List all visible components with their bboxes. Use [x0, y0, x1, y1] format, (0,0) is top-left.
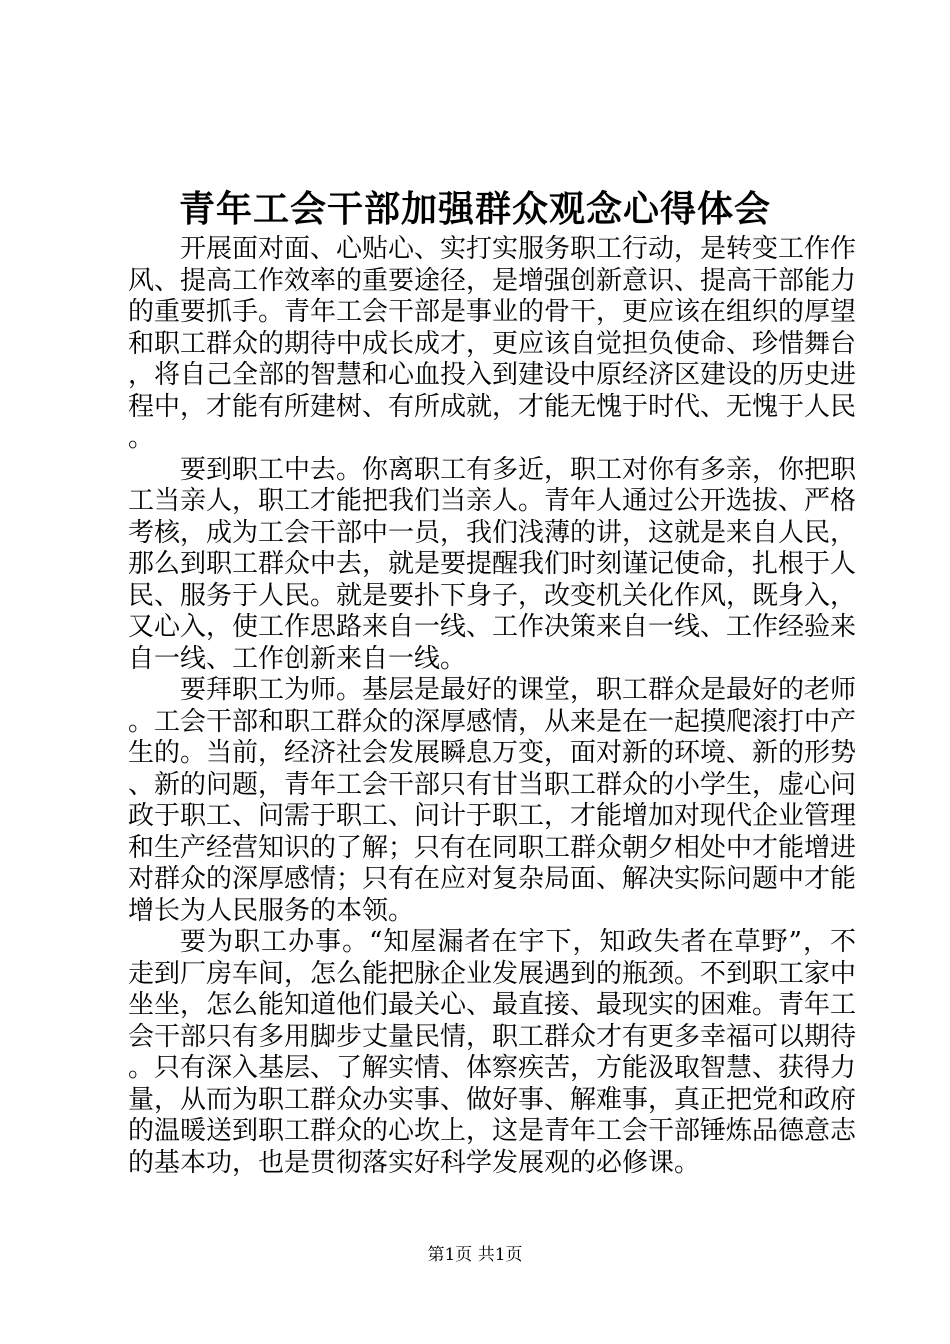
page-footer: 第1页 共1页 — [427, 1245, 523, 1265]
document-body — [128, 234, 856, 1179]
paragraph-4: 要为职工办事。“知屋漏者在宇下，知政失者在草野”，不走到厂房车间，怎么能把脉企业发展遇到的瓶颈。不到职工家中坐坐，怎么能知道他们最关心、最直接、最现实的困难。青年工会干部只有多用脚步丈量民情，职工群众才有更多幸福可以期待。只有深入基层、了解实情、体察疾苦，方能汲取智慧、获得力量，从而为职工群众办实事、做好事、解难事，真正把党和政府的温暖送到职工群众的心坎上，这是青年工会干部锤炼品德意志的基本功，也是贯彻落实好科学发展观的必修课。 — [128, 927, 857, 1178]
paragraph-2: 要到职工中去。你离职工有多近，职工对你有多亲，你把职工当亲人，职工才能把我们当亲人。青年人通过公开选拔、严格考核，成为工会干部中一员，我们浅薄的讲，这就是来自人民，那么到职工群众中去，就是要提醒我们时刻谨记使命，扎根于人民、服务于人民。就是要扑下身子，改变机关化作风，既身入，又心入，使工作思路来自一线、工作决策来自一线、工作经验来自一线、工作创新来自一线。 — [128, 454, 857, 674]
paragraph-1: 开展面对面、心贴心、实打实服务职工行动，是转变工作作风、提高工作效率的重要途径，是增强创新意识、提高干部能力的重要抓手。青年工会干部是事业的骨干，更应该在组织的厚望和职工群众的期待中成长成才，更应该自觉担负使命、珍惜舞台，将自己全部的智慧和心血投入到建设中原经济区建设的历史进程中，才能有所建树、有所成就，才能无愧于时代、无愧于人民。 — [128, 234, 857, 453]
document-title: 青年工会干部加强群众观念心得体会 — [178, 188, 771, 230]
paragraph-3: 要拜职工为师。基层是最好的课堂，职工群众是最好的老师。工会干部和职工群众的深厚感情，从来是在一起摸爬滚打中产生的。当前，经济社会发展瞬息万变，面对新的环境、新的形势、新的问题，青年工会干部只有甘当职工群众的小学生，虚心问政于职工、问需于职工、问计于职工，才能增加对现代企业管理和生产经营知识的了解；只有在同职工群众朝夕相处中才能增进对群众的深厚感情；只有在应对复杂局面、解决实际问题中才能增长为人民服务的本领。 — [128, 675, 857, 926]
